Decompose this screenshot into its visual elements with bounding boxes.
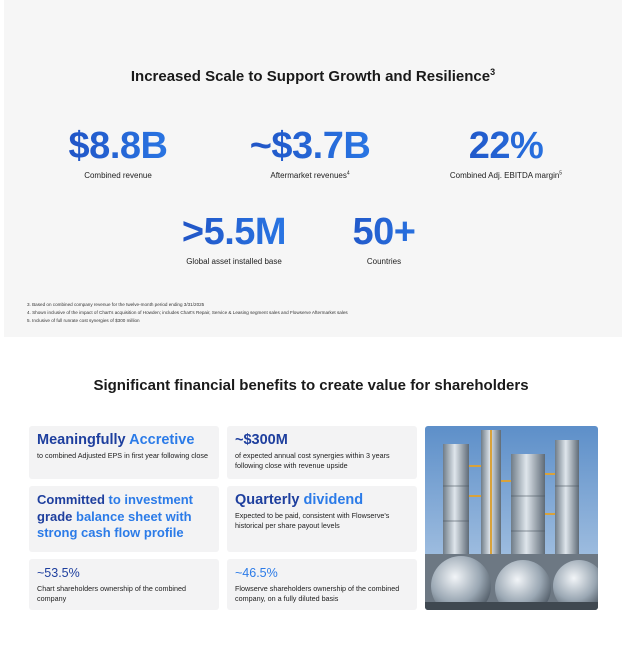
card-heading: Meaningfully Accretive bbox=[37, 432, 195, 448]
scale-section bbox=[4, 0, 622, 337]
card-quarterly-dividend bbox=[227, 486, 417, 552]
card-cost-synergies bbox=[227, 426, 417, 479]
card-heading: ~53.5% bbox=[37, 566, 80, 580]
stat-value: $8.8B bbox=[48, 124, 188, 168]
scale-title-text: Increased Scale to Support Growth and Resilience bbox=[130, 68, 491, 85]
industrial-plant-image bbox=[425, 426, 598, 610]
card-text: of expected annual cost synergies within 3 years following close with revenue upside bbox=[235, 451, 390, 470]
stat-label: Global asset installed base bbox=[186, 257, 282, 266]
stat-label: Aftermarket revenues$^4$ bbox=[270, 170, 350, 180]
card-text: to combined Adjusted EPS in first year following close bbox=[37, 451, 208, 460]
card-flowserve-ownership bbox=[227, 559, 417, 610]
card-accretive bbox=[29, 426, 219, 479]
stat-value: >5.5M bbox=[164, 210, 304, 254]
stat-value: 22% bbox=[436, 124, 576, 168]
footnotes bbox=[27, 301, 348, 325]
stat-installed-base bbox=[164, 210, 304, 266]
card-heading: Committed to investment grade balance sheet with strong cash flow profile bbox=[37, 492, 194, 540]
stat-value: 50+ bbox=[324, 210, 444, 254]
stat-combined-revenue bbox=[48, 124, 188, 180]
card-heading: ~46.5% bbox=[235, 566, 278, 580]
stat-aftermarket-revenues bbox=[230, 124, 390, 180]
footnote: 3. Based on combined company revenue for the twelve-month period ending 3/31/2025 bbox=[27, 302, 205, 307]
stat-countries bbox=[324, 210, 444, 266]
card-text: Expected to be paid, consistent with Flowserve's historical per share payout levels bbox=[235, 511, 390, 530]
stat-label: Combined Adj. EBITDA margin$^5$ bbox=[449, 170, 563, 180]
card-investment-grade bbox=[29, 486, 219, 552]
stat-value: ~$3.7B bbox=[230, 124, 390, 168]
benefits-title: Significant financial benefits to create value for shareholders bbox=[93, 377, 529, 394]
scale-title bbox=[4, 68, 622, 85]
footnote: 5. Inclusive of full runrate cost synergies of $300 million bbox=[27, 318, 140, 323]
stat-ebitda-margin bbox=[436, 124, 576, 180]
stat-label: Combined revenue bbox=[84, 171, 152, 180]
card-text: Chart shareholders ownership of the combined company bbox=[37, 584, 187, 603]
card-text: Flowserve shareholders ownership of the combined company, on a fully diluted basis bbox=[235, 584, 400, 603]
card-heading: Quarterly dividend bbox=[235, 492, 364, 508]
industrial-plant-illustration bbox=[425, 426, 598, 610]
scale-title-footnote: 3 bbox=[490, 67, 496, 77]
card-heading: ~$300M bbox=[235, 432, 288, 448]
stat-label: Countries bbox=[366, 257, 402, 266]
footnote: 4. Shown inclusive of the impact of Chart's acquisition of Howden; includes Chart's Repair, Service & Leasing segment sales and Flowserve Aftermarket sales bbox=[27, 310, 348, 315]
card-chart-ownership bbox=[29, 559, 219, 610]
